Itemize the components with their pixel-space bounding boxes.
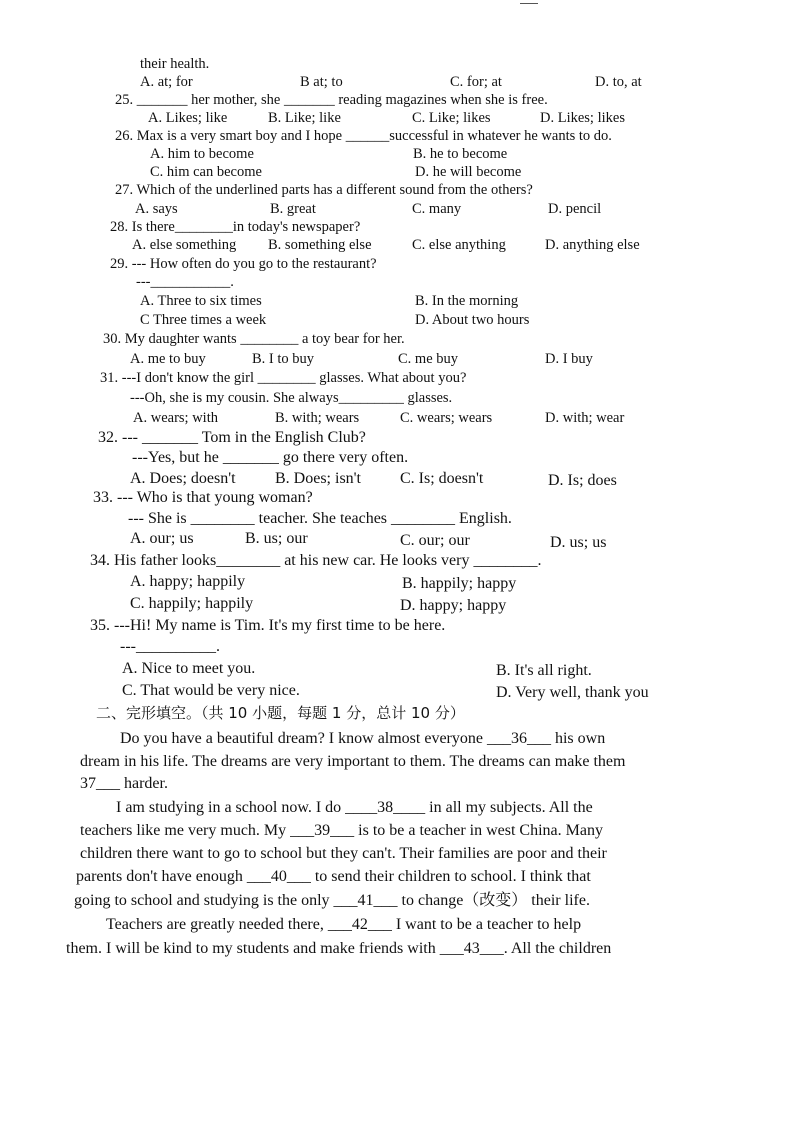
question-29-option-c: C Three times a week [140,312,267,328]
question-34-option-b: B. happily; happy [402,575,517,592]
question-29-option-a: A. Three to six times [140,293,262,309]
question-28-option-a: A. else something [132,237,237,253]
cloze-line-5: teachers like me very much. My ___39___ is to be a teacher in west China. Many [80,822,603,839]
cloze-line-7: parents don't have enough ___40___ to send their children to school. I think that [76,868,591,885]
question-27-stem: 27. Which of the underlined parts has a different sound from the others? [115,182,533,198]
question-27-option-a: A. says [135,201,178,217]
question-25-option-a: A. Likes; like [148,110,228,126]
question-25-option-b: B. Like; like [268,110,341,126]
cloze-line-4: I am studying in a school now. I do ____38____ in all my subjects. All the [116,799,593,816]
cloze-line-6: children there want to go to school but they can't. Their families are poor and their [80,845,607,862]
question-31-option-d: D. with; wear [545,410,625,426]
question-29-option-d: D. About two hours [415,312,530,328]
question-35-option-a: A. Nice to meet you. [122,660,256,677]
question-33-answer-line: --- She is ________ teacher. She teaches ________ English. [128,510,512,527]
q24-option-b: B at; to [300,74,343,90]
question-34-stem: 34. His father looks________ at his new car. He looks very ________. [90,552,542,569]
page-top-mark [520,0,538,4]
question-27-option-b: B. great [270,201,316,217]
question-30-option-d: D. I buy [545,351,593,367]
question-34-option-c: C. happily; happily [130,595,254,612]
question-25-option-c: C. Like; likes [412,110,491,126]
question-31-stem: 31. ---I don't know the girl ________ glasses. What about you? [100,370,467,386]
question-32-option-a: A. Does; doesn't [130,470,236,487]
question-33-option-d: D. us; us [550,534,607,551]
question-35-option-d: D. Very well, thank you [496,684,649,701]
question-26-option-d: D. he will become [415,164,522,180]
question-27-option-c: C. many [412,201,462,217]
question-29-stem: 29. --- How often do you go to the restaurant? [110,256,377,272]
question-29-option-b: B. In the morning [415,293,519,309]
question-26-option-b: B. he to become [413,146,508,162]
question-28-option-d: D. anything else [545,237,640,253]
question-26-stem: 26. Max is a very smart boy and I hope ______successful in whatever he wants to do. [115,128,612,144]
question-25-stem: 25. _______ her mother, she _______ reading magazines when she is free. [115,92,548,108]
question-35-option-c: C. That would be very nice. [122,682,300,699]
question-35-stem: 35. ---Hi! My name is Tim. It's my first time to be here. [90,617,446,634]
question-30-stem: 30. My daughter wants ________ a toy bear for her. [103,331,405,347]
question-30-option-c: C. me buy [398,351,459,367]
carryover-line: their health. [140,56,210,72]
cloze-line-8: going to school and studying is the only ___41___ to change（改变） their life. [74,892,590,909]
question-33-option-c: C. our; our [400,532,470,549]
question-33-option-b: B. us; our [245,530,308,547]
question-33-stem: 33. --- Who is that young woman? [93,489,313,506]
question-31-option-b: B. with; wears [275,410,360,426]
section-2-title: 二、完形填空。（共 10 小题，每题 1 分，总计 10 分） [96,704,465,722]
question-28-option-b: B. something else [268,237,372,253]
question-25-option-d: D. Likes; likes [540,110,625,126]
question-32-option-b: B. Does; isn't [275,470,361,487]
cloze-line-3: 37___ harder. [80,775,168,792]
question-30-option-b: B. I to buy [252,351,315,367]
question-29-answer-line: ---___________. [136,274,234,290]
cloze-line-10: them. I will be kind to my students and make friends with ___43___. All the children [66,940,612,957]
question-28-option-c: C. else anything [412,237,506,253]
cloze-line-2: dream in his life. The dreams are very important to them. The dreams can make them [80,753,626,770]
question-28-stem: 28. Is there________in today's newspaper? [110,219,361,235]
question-32-stem: 32. --- _______ Tom in the English Club? [98,429,366,446]
question-35-answer-line: ---__________. [120,638,220,655]
question-35-option-b: B. It's all right. [496,662,592,679]
cloze-line-9: Teachers are greatly needed there, ___42___ I want to be a teacher to help [106,916,582,933]
question-34-option-a: A. happy; happily [130,573,246,590]
question-31-option-a: A. wears; with [133,410,218,426]
question-31-answer-line: ---Oh, she is my cousin. She always_________ glasses. [130,390,453,406]
question-32-option-d: D. Is; does [548,472,617,489]
question-32-answer-line: ---Yes, but he _______ go there very often. [132,449,409,466]
question-33-option-a: A. our; us [130,530,194,547]
question-26-option-a: A. him to become [150,146,254,162]
question-32-option-c: C. Is; doesn't [400,470,484,487]
question-27-option-d: D. pencil [548,201,602,217]
q24-option-a: A. at; for [140,74,193,90]
question-31-option-c: C. wears; wears [400,410,493,426]
cloze-line-1: Do you have a beautiful dream? I know almost everyone ___36___ his own [120,730,606,747]
q24-option-d: D. to, at [595,74,642,90]
question-30-option-a: A. me to buy [130,351,206,367]
question-26-option-c: C. him can become [150,164,262,180]
q24-option-c: C. for; at [450,74,502,90]
question-34-option-d: D. happy; happy [400,597,507,614]
